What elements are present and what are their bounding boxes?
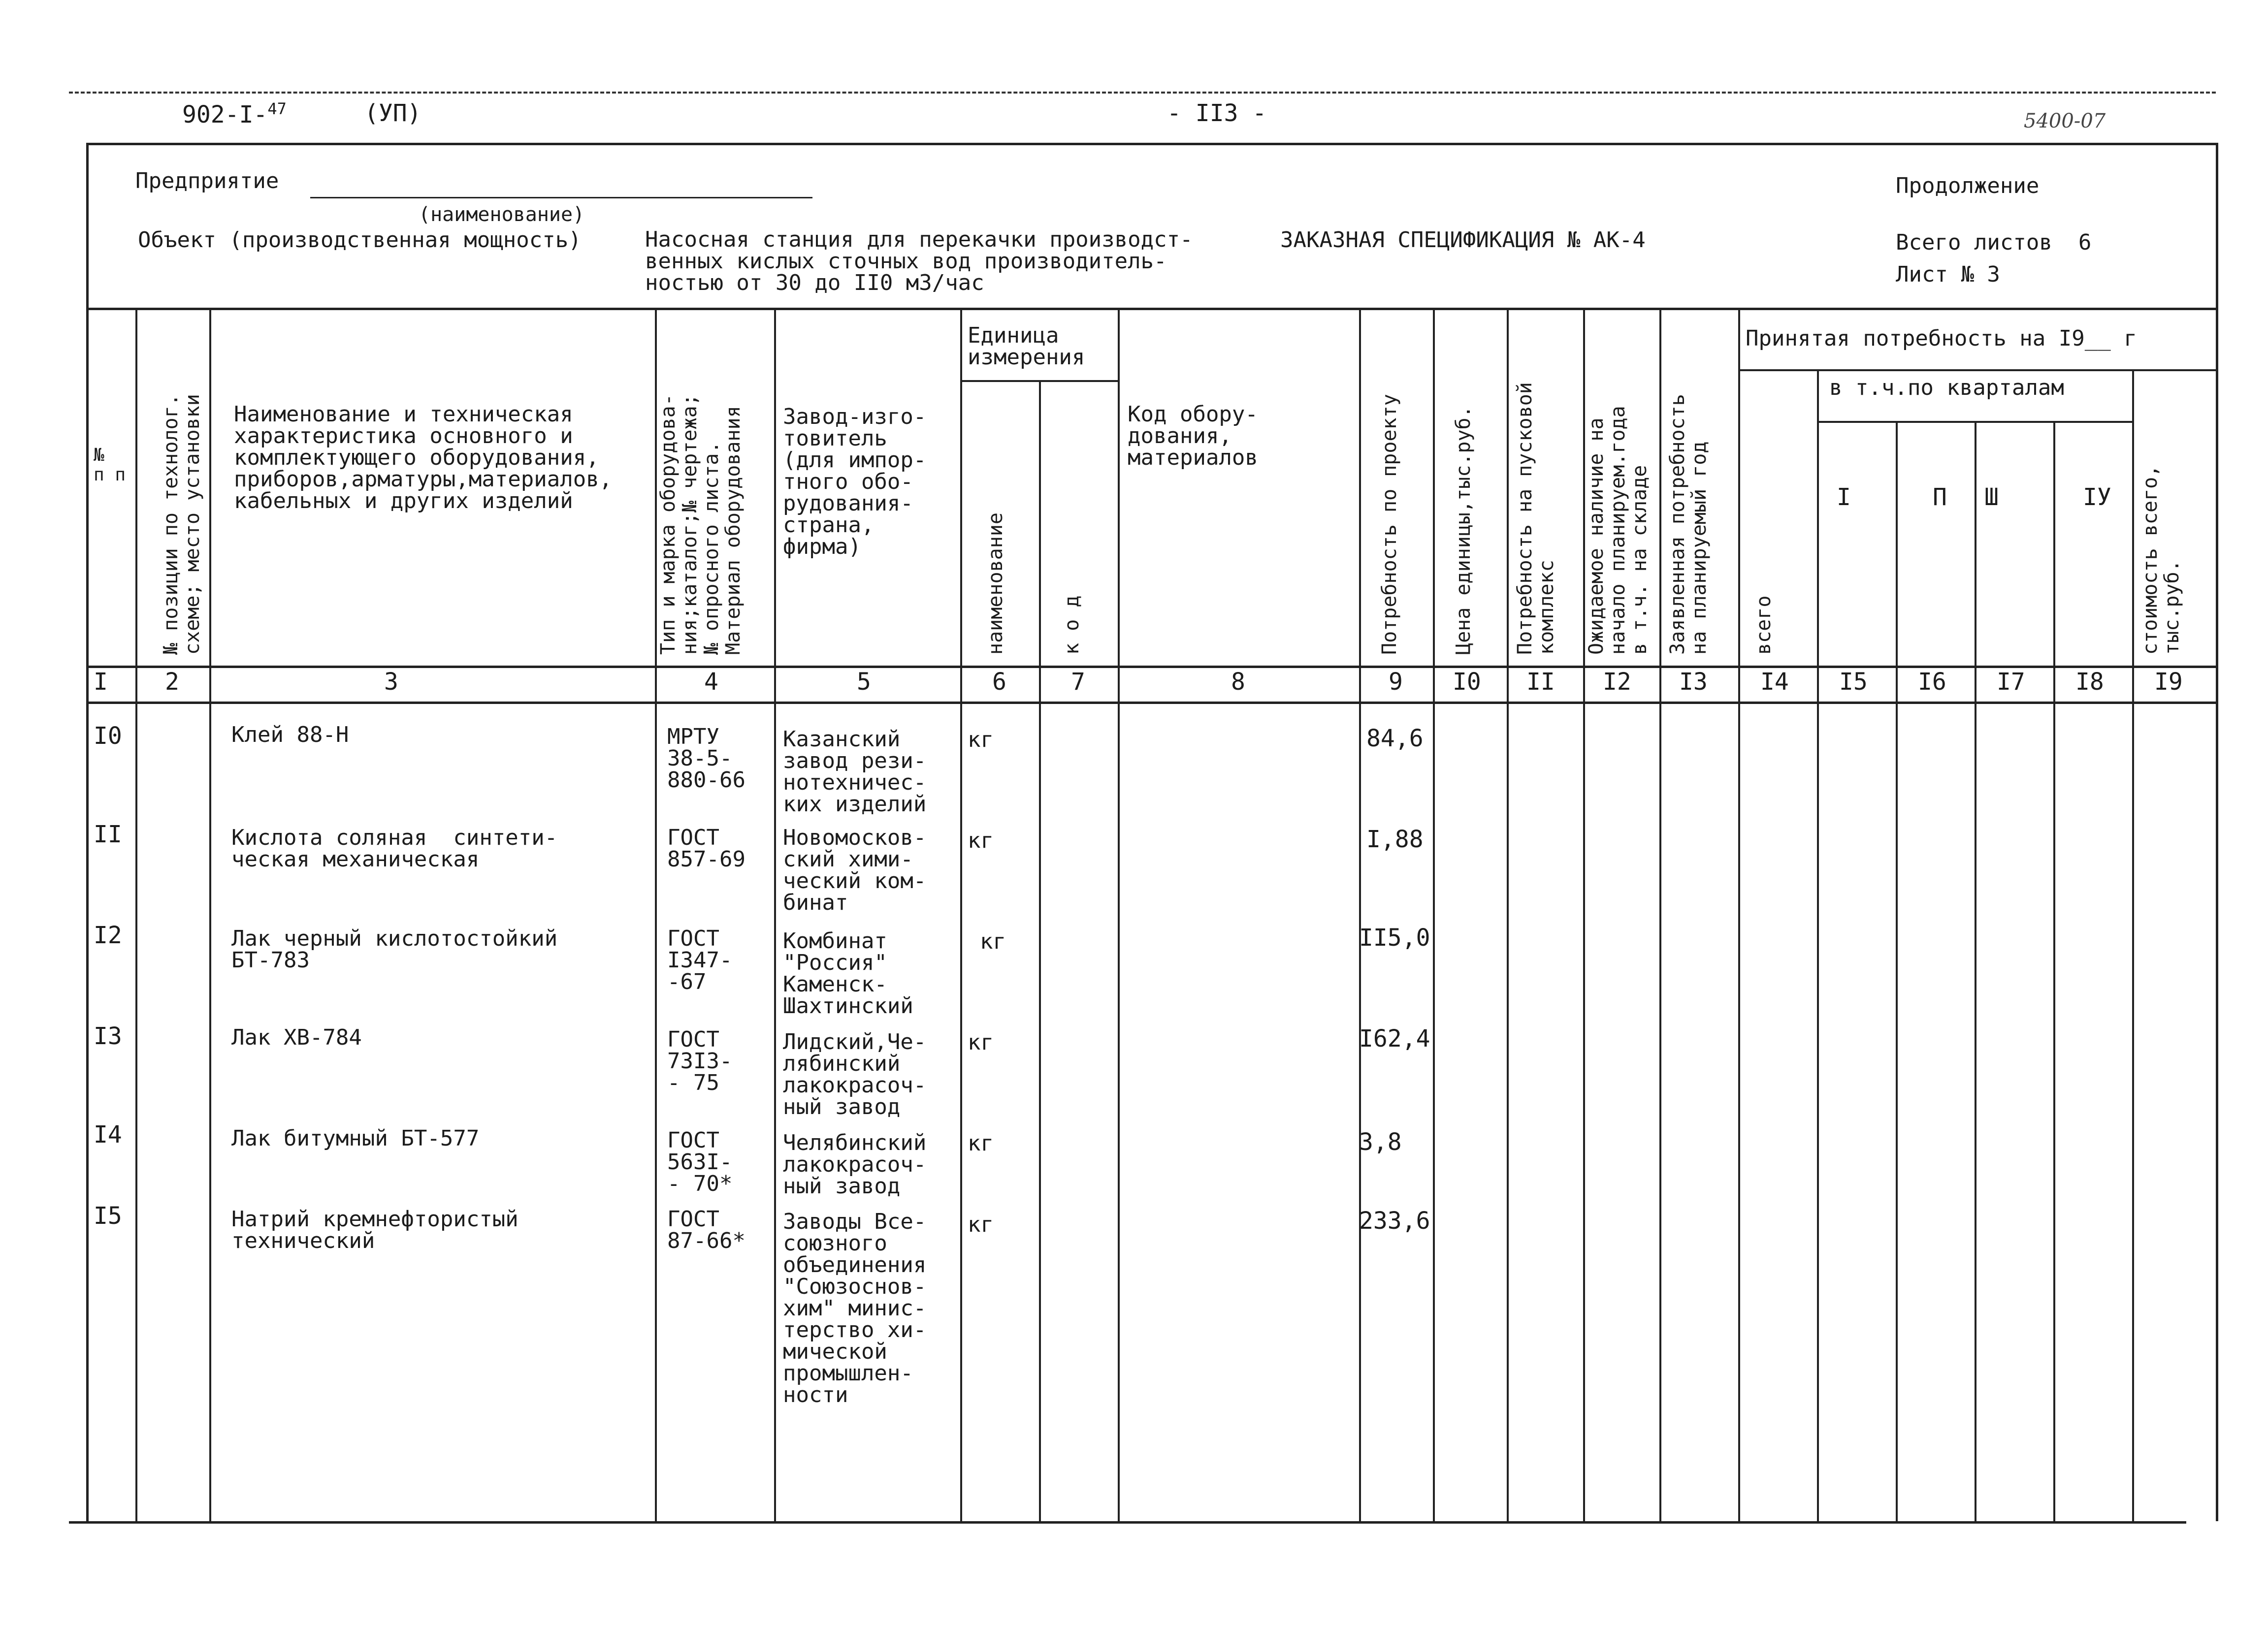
header-declared-demand: Заявленная потребность на планируемый год — [1666, 394, 1711, 655]
col-number: I5 — [1839, 668, 1868, 696]
row-number: I2 — [94, 922, 122, 949]
row-number: I4 — [94, 1121, 122, 1149]
total-sheets: Всего листов 6 — [1896, 230, 2092, 255]
col-number: 6 — [992, 668, 1006, 696]
col-divider — [1817, 369, 1819, 1521]
col-number: I — [94, 668, 108, 696]
continuation-label: Продолжение — [1896, 173, 2040, 198]
header-quarter-1: I — [1837, 483, 1851, 511]
row-unit: кг — [968, 1030, 994, 1055]
col-divider — [135, 308, 137, 1521]
col-number: I9 — [2154, 668, 2183, 696]
object-description: Насосная станция для перекачки производст- венных кислых сточных вод производитель- ностью от 30 до II0 м3/час — [645, 227, 1193, 295]
enterprise-label: Предприятие — [135, 168, 279, 193]
row-maker: Новомосков- ский хими- ческий ком- бинат — [783, 825, 927, 915]
row-name: Лак черный кислотостойкий БТ-783 — [231, 926, 558, 973]
row-number: I3 — [94, 1022, 122, 1050]
top-dashed-rule — [69, 92, 2216, 94]
header-quarters: в т.ч.по кварталам — [1829, 375, 2064, 400]
row-quantity: 233,6 — [1359, 1207, 1430, 1235]
row-quantity: I62,4 — [1359, 1025, 1430, 1053]
col-divider — [960, 308, 962, 1521]
row-maker: Казанский завод рези- нотехничес- ких изделий — [783, 727, 927, 817]
header-name-characteristic: Наименование и техническая характеристика основного и комплектующего оборудования, приборов,арматуры,материалов, кабельных и других изделий — [234, 402, 613, 513]
col-number: 4 — [704, 668, 718, 696]
row-name: Лак битумный БТ-577 — [231, 1126, 480, 1151]
row-maker: Челябинский лакокрасоч- ный завод — [783, 1130, 927, 1199]
row-type: ГОСТ 73I3- - 75 — [667, 1027, 733, 1095]
header-row-number: № п п — [94, 445, 126, 485]
row-quantity: I,88 — [1366, 826, 1424, 853]
col-divider — [1975, 421, 1976, 1521]
col-divider — [1359, 308, 1361, 1521]
col-divider — [1507, 308, 1509, 1521]
spec-title: ЗАКАЗНАЯ СПЕЦИФИКАЦИЯ № АК-4 — [1280, 227, 1646, 253]
col-divider — [1738, 308, 1740, 1521]
col-divider — [1659, 308, 1661, 1521]
row-unit: кг — [968, 1212, 994, 1237]
naming-hint: (наименование) — [419, 203, 585, 226]
header-equipment-code: Код обору- дования, материалов — [1128, 402, 1258, 470]
col-number: 8 — [1231, 668, 1245, 696]
header-expected-stock: Ожидаемое наличие на начало планируем.года в т.ч. на складе — [1585, 406, 1651, 655]
col-divider — [209, 308, 211, 1521]
enterprise-underline — [310, 197, 812, 198]
col-divider — [2132, 369, 2134, 1521]
colnum-bottom-rule — [86, 702, 2218, 704]
row-quantity: 3,8 — [1359, 1128, 1402, 1156]
header-unit-price: Цена единицы,тыс.руб. — [1452, 406, 1475, 655]
col-number: 9 — [1389, 668, 1403, 696]
page-number: - II3 - — [1167, 99, 1267, 127]
row-type: ГОСТ 87-66* — [667, 1207, 745, 1253]
col-number: I8 — [2075, 668, 2104, 696]
sheet-number: Лист № 3 — [1896, 262, 2000, 287]
row-type: ГОСТ I347- -67 — [667, 926, 733, 994]
row-unit: кг — [968, 828, 994, 853]
col-number: I7 — [1997, 668, 2025, 696]
row-name: Натрий кремнефтористый технический — [231, 1207, 518, 1253]
col-number: 3 — [384, 668, 398, 696]
header-total-cost: стоимость всего, тыс.руб. — [2139, 465, 2183, 655]
frame-right — [2216, 143, 2218, 1521]
header-manufacturer: Завод-изго- товитель (для импор- тного обо- рудования- страна, фирма) — [783, 404, 927, 559]
volume-label: (УП) — [364, 99, 421, 127]
row-unit: кг — [968, 1131, 994, 1156]
frame-top — [86, 143, 2218, 145]
header-quarter-2: П — [1933, 483, 1947, 511]
header-startup-demand: Потребность на пусковой комплекс — [1514, 382, 1558, 655]
row-number: II — [94, 821, 122, 848]
col-number: 2 — [165, 668, 179, 696]
col-divider — [774, 308, 776, 1521]
col-number: I4 — [1760, 668, 1789, 696]
col-divider — [1896, 421, 1898, 1521]
row-type: ГОСТ 857-69 — [667, 825, 745, 872]
row-name: Кислота соляная синтети- ческая механическая — [231, 825, 558, 872]
row-name: Лак ХВ-784 — [231, 1025, 362, 1050]
header-total: всего — [1752, 595, 1775, 655]
col-number: I6 — [1918, 668, 1946, 696]
row-unit: кг — [968, 727, 994, 752]
row-quantity: II5,0 — [1359, 924, 1430, 952]
row-maker: Заводы Все- союзного объединения "Союзоснов- хим" минис- терство хи- мической промышлен- ности — [783, 1209, 927, 1407]
row-unit: кг — [980, 929, 1006, 954]
object-label: Объект (производственная мощность) — [138, 227, 582, 253]
col-number: II — [1526, 668, 1555, 696]
row-number: I0 — [94, 722, 122, 750]
row-maker: Лидский,Че- лябинский лакокрасоч- ный завод — [783, 1029, 927, 1119]
row-number: I5 — [94, 1202, 122, 1230]
frame-left — [86, 143, 89, 1521]
col-divider — [1039, 380, 1041, 1521]
col-divider — [1433, 308, 1435, 1521]
row-type: ГОСТ 563I- - 70* — [667, 1128, 733, 1196]
header-quarter-4: IУ — [2083, 483, 2111, 511]
row-name: Клей 88-Н — [231, 722, 349, 747]
header-unit-group: Единица измерения — [968, 323, 1085, 370]
col-number: I2 — [1603, 668, 1631, 696]
header-unit-code: к о д — [1061, 595, 1083, 655]
header-accepted-demand: Принятая потребность на I9__ г — [1746, 326, 2137, 351]
header-project-demand: Потребность по проекту — [1378, 394, 1401, 655]
col-divider — [1118, 308, 1120, 1521]
frame-bottom — [69, 1521, 2186, 1524]
doc-code: 902-I-$^{47}$ — [182, 99, 287, 128]
table-top-rule — [86, 308, 2218, 310]
row-type: МРТУ 38-5- 880-66 — [667, 724, 745, 793]
row-maker: Комбинат "Россия" Каменск- Шахтинский — [783, 928, 913, 1019]
header-quarter-3: Ш — [1984, 483, 1999, 511]
col-number: 5 — [857, 668, 871, 696]
header-bottom-rule — [86, 666, 2218, 668]
header-unit-name: наименование — [984, 512, 1007, 655]
col-number: I0 — [1453, 668, 1481, 696]
accepted-group-rule — [1738, 369, 2216, 371]
header-type-brand: Тип и марка оборудова- ния;каталог;№ чертежа; № опросного листа. Материал оборудования — [657, 394, 745, 655]
inventory-number: 5400-07 — [2024, 110, 2106, 132]
row-quantity: 84,6 — [1366, 725, 1424, 752]
col-number: 7 — [1071, 668, 1085, 696]
col-divider — [2053, 421, 2055, 1521]
header-position: № позиции по технолог. схеме; место установки — [160, 394, 204, 655]
col-number: I3 — [1679, 668, 1708, 696]
